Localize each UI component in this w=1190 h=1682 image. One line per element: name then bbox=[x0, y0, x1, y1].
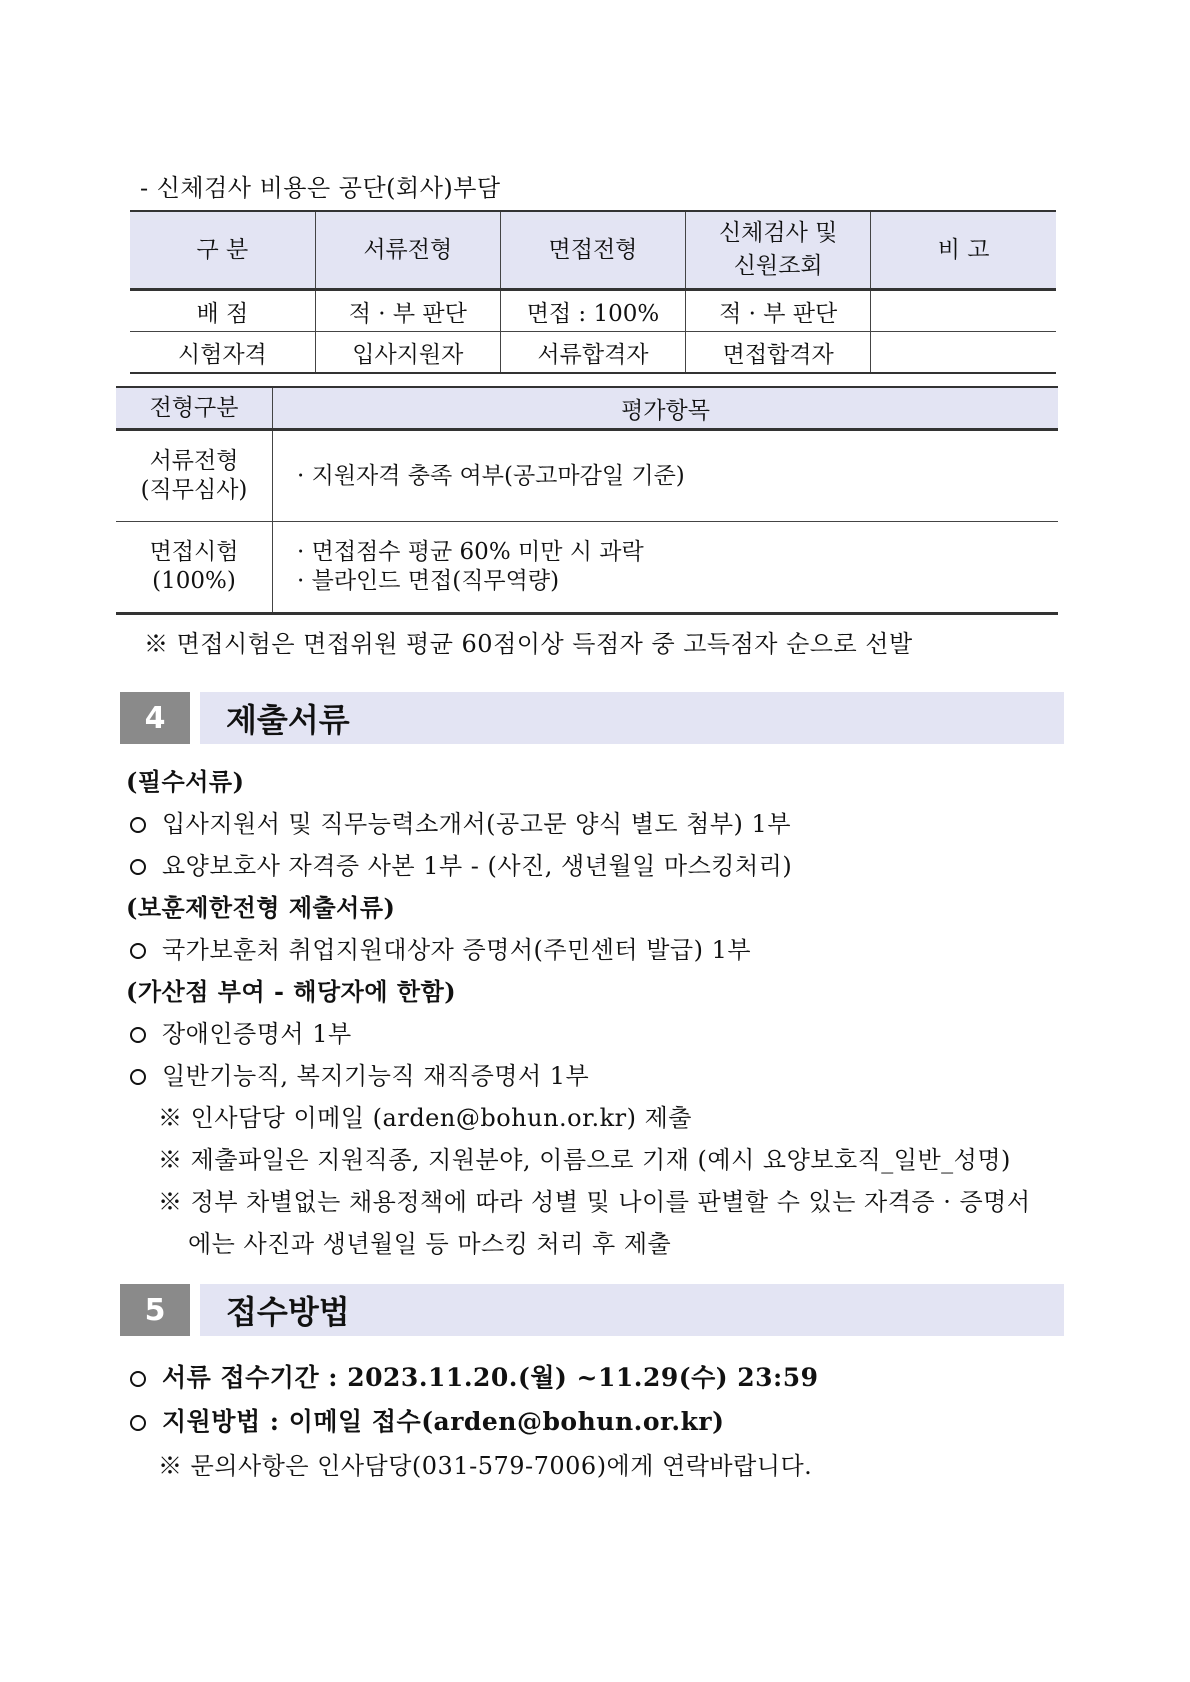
selection-note: ※ 면접시험은 면접위원 평균 60점이상 득점자 중 고득점자 순으로 선발 bbox=[144, 630, 913, 658]
section-number: 5 bbox=[120, 1284, 190, 1336]
note-line: ※ 정부 차별없는 채용정책에 따라 성별 및 나이를 판별할 수 있는 자격증 · 증명서 bbox=[158, 1188, 1031, 1216]
list-item: 지원방법 : 이메일 접수(arden@bohun.or.kr) bbox=[130, 1402, 724, 1438]
list-item: 요양보호사 자격증 사본 1부 - (사진, 생년월일 마스킹처리) bbox=[130, 846, 792, 881]
schedule-table bbox=[130, 210, 1056, 374]
header-stage: 전형구분 bbox=[116, 387, 273, 430]
table-cell bbox=[871, 332, 1056, 374]
table-cell: 시험자격 bbox=[130, 332, 315, 374]
schedule-table-header bbox=[130, 211, 1056, 290]
table-cell: 서류합격자 bbox=[500, 332, 685, 374]
table-row bbox=[116, 430, 1058, 522]
table-cell: 입사지원자 bbox=[315, 332, 500, 374]
stage-label: 면접시험 (100%) bbox=[116, 522, 273, 614]
circle-bullet-icon bbox=[130, 817, 146, 833]
list-item: 일반기능직, 복지기능직 재직증명서 1부 bbox=[130, 1056, 589, 1091]
circle-bullet-icon bbox=[130, 1027, 146, 1043]
circle-bullet-icon bbox=[130, 859, 146, 875]
header-category: 구 분 bbox=[130, 211, 315, 290]
note-line: ※ 인사담당 이메일 (arden@bohun.or.kr) 제출 bbox=[158, 1104, 692, 1132]
table-row bbox=[116, 522, 1058, 614]
evaluation-table bbox=[116, 386, 1058, 615]
bonus-heading: (가산점 부여 - 해당자에 한함) bbox=[126, 977, 457, 1006]
stage-label: 서류전형 (직무심사) bbox=[116, 430, 273, 522]
note-line: ※ 제출파일은 지원직종, 지원분야, 이름으로 기재 (예시 요양보호직_일반_성명) bbox=[158, 1146, 1011, 1174]
header-remarks: 비 고 bbox=[871, 211, 1056, 290]
table-row bbox=[130, 332, 1056, 374]
header-items: 평가항목 bbox=[273, 387, 1059, 430]
table-cell: 면접 : 100% bbox=[500, 290, 685, 332]
list-item: 서류 접수기간 : 2023.11.20.(월) ~11.29(수) 23:59 bbox=[130, 1358, 819, 1394]
top-note: - 신체검사 비용은 공단(회사)부담 bbox=[140, 174, 501, 202]
table-row bbox=[130, 290, 1056, 332]
table-cell: 적 · 부 판단 bbox=[315, 290, 500, 332]
note-line: 에는 사진과 생년월일 등 마스킹 처리 후 제출 bbox=[188, 1230, 672, 1258]
circle-bullet-icon bbox=[130, 943, 146, 959]
table-cell bbox=[871, 290, 1056, 332]
circle-bullet-icon bbox=[130, 1069, 146, 1085]
section-number: 4 bbox=[120, 692, 190, 744]
evaluation-item: · 면접점수 평균 60% 미만 시 과락 bbox=[297, 539, 644, 565]
required-heading: (필수서류) bbox=[126, 767, 245, 796]
header-interview: 면접전형 bbox=[500, 211, 685, 290]
section-title: 제출서류 bbox=[200, 692, 1064, 744]
header-document: 서류전형 bbox=[315, 211, 500, 290]
table-cell: 면접합격자 bbox=[686, 332, 871, 374]
header-physical: 신체검사 및 신원조회 bbox=[686, 211, 871, 290]
evaluation-table-header bbox=[116, 387, 1058, 430]
section-title: 접수방법 bbox=[200, 1284, 1064, 1336]
list-item: 국가보훈처 취업지원대상자 증명서(주민센터 발급) 1부 bbox=[130, 930, 751, 965]
circle-bullet-icon bbox=[130, 1415, 146, 1431]
list-item: 장애인증명서 1부 bbox=[130, 1014, 352, 1049]
table-cell: 배 점 bbox=[130, 290, 315, 332]
circle-bullet-icon bbox=[130, 1371, 146, 1387]
stage-items bbox=[273, 522, 1059, 614]
veteran-heading: (보훈제한전형 제출서류) bbox=[126, 893, 396, 922]
evaluation-item: · 블라인드 면접(직무역량) bbox=[297, 568, 560, 594]
table-cell: 적 · 부 판단 bbox=[686, 290, 871, 332]
list-item: 입사지원서 및 직무능력소개서(공고문 양식 별도 첨부) 1부 bbox=[130, 804, 791, 839]
evaluation-item: · 지원자격 충족 여부(공고마감일 기준) bbox=[297, 462, 685, 489]
stage-items bbox=[273, 430, 1059, 522]
contact-note: ※ 문의사항은 인사담당(031-579-7006)에게 연락바랍니다. bbox=[158, 1452, 813, 1480]
